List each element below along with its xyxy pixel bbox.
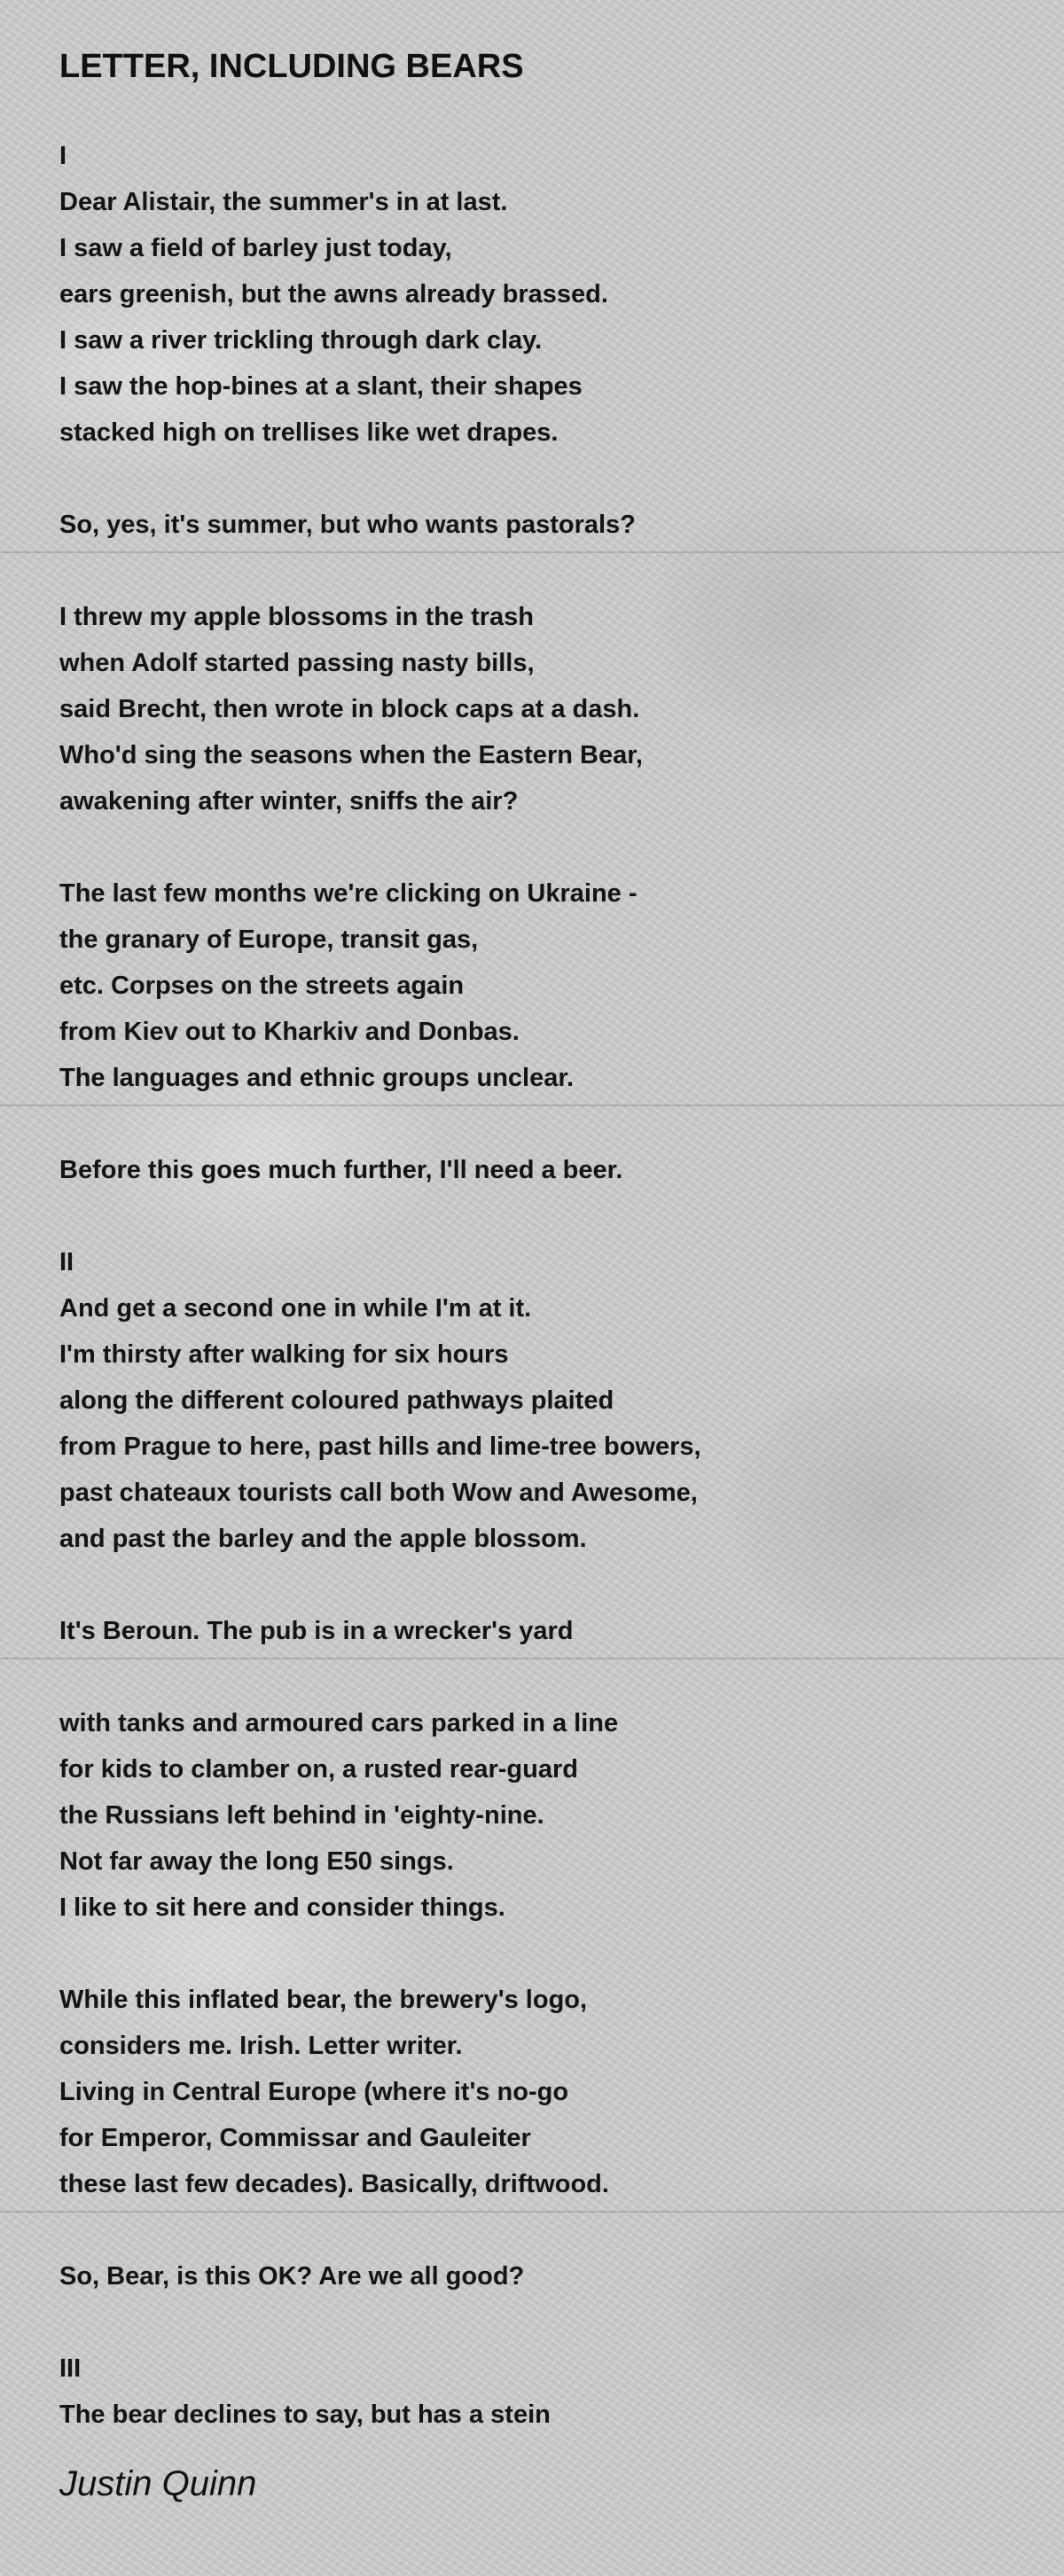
poem-line: for Emperor, Commissar and Gauleiter	[59, 2124, 531, 2152]
poem-line: these last few decades). Basically, driftwood.	[59, 2170, 609, 2198]
poem-line: ears greenish, but the awns already brassed.	[59, 280, 608, 308]
poem-line: considers me. Irish. Letter writer.	[59, 2032, 463, 2060]
stanza-break	[59, 1562, 1035, 1608]
poem-line: I saw a river trickling through dark clay.	[59, 326, 543, 355]
poem-line: for kids to clamber on, a rusted rear-guard	[59, 1755, 578, 1784]
poem-line: It's Beroun. The pub is in a wrecker's yard	[59, 1617, 574, 1645]
poem-line: II	[59, 1248, 74, 1276]
poem-title: LETTER, INCLUDING BEARS	[59, 48, 524, 85]
stanza-break	[59, 548, 1035, 594]
poem-line: past chateaux tourists call both Wow and Awesome,	[59, 1479, 698, 1507]
stanza-break	[59, 824, 1035, 870]
poem-line: I saw a field of barley just today,	[59, 234, 452, 262]
stanza-break	[59, 1101, 1035, 1147]
poem-line: from Kiev out to Kharkiv and Donbas.	[59, 1018, 520, 1046]
stanza-break	[59, 456, 1035, 502]
poem-line: While this inflated bear, the brewery's logo,	[59, 1986, 588, 2014]
poem-line: awakening after winter, sniffs the air?	[59, 787, 519, 816]
poem-line: said Brecht, then wrote in block caps at a dash.	[59, 695, 640, 723]
poem-line: So, Bear, is this OK? Are we all good?	[59, 2262, 525, 2291]
poem-line: from Prague to here, past hills and lime-tree bowers,	[59, 1432, 701, 1461]
poem-line: The last few months we're clicking on Ukraine -	[59, 879, 638, 908]
stanza-break	[59, 1931, 1035, 1977]
poem-line: along the different coloured pathways plaited	[59, 1386, 614, 1415]
poem-line: And get a second one in while I'm at it.	[59, 1294, 532, 1323]
poem-line: III	[59, 2354, 82, 2383]
poem-line: The bear declines to say, but has a stein	[59, 2400, 551, 2429]
stanza-break	[59, 2299, 1035, 2346]
poem-line: I	[59, 142, 67, 170]
poem-line: I like to sit here and consider things.	[59, 1893, 505, 1922]
poem-line: Dear Alistair, the summer's in at last.	[59, 188, 508, 216]
poem-line: Not far away the long E50 sings.	[59, 1847, 454, 1876]
poem-body	[59, 133, 1035, 2438]
poem-line: stacked high on trellises like wet drapes.	[59, 418, 559, 447]
poem-line: The languages and ethnic groups unclear.	[59, 1064, 575, 1092]
poem-author: Justin Quinn	[59, 2464, 257, 2503]
poem-line: Before this goes much further, I'll need a beer.	[59, 1156, 623, 1184]
poem-line: I threw my apple blossoms in the trash	[59, 603, 535, 631]
poem-line: Who'd sing the seasons when the Eastern Bear,	[59, 741, 643, 769]
stanza-break	[59, 1654, 1035, 1700]
poem-line: I saw the hop-bines at a slant, their shapes	[59, 372, 583, 401]
poem-line: So, yes, it's summer, but who wants pastorals?	[59, 511, 636, 539]
poem-line: I'm thirsty after walking for six hours	[59, 1340, 509, 1369]
poem-card	[59, 46, 1035, 2505]
poem-line: with tanks and armoured cars parked in a line	[59, 1709, 619, 1737]
poem-line: etc. Corpses on the streets again	[59, 972, 465, 1000]
stanza-break	[59, 2207, 1035, 2253]
poem-line: the granary of Europe, transit gas,	[59, 925, 479, 954]
poem-line: Living in Central Europe (where it's no-go	[59, 2078, 569, 2106]
poem-line: and past the barley and the apple blossom.	[59, 1525, 587, 1553]
poem-line: the Russians left behind in 'eighty-nine.	[59, 1801, 544, 1830]
stanza-break	[59, 1193, 1035, 1239]
poem-line: when Adolf started passing nasty bills,	[59, 649, 535, 677]
